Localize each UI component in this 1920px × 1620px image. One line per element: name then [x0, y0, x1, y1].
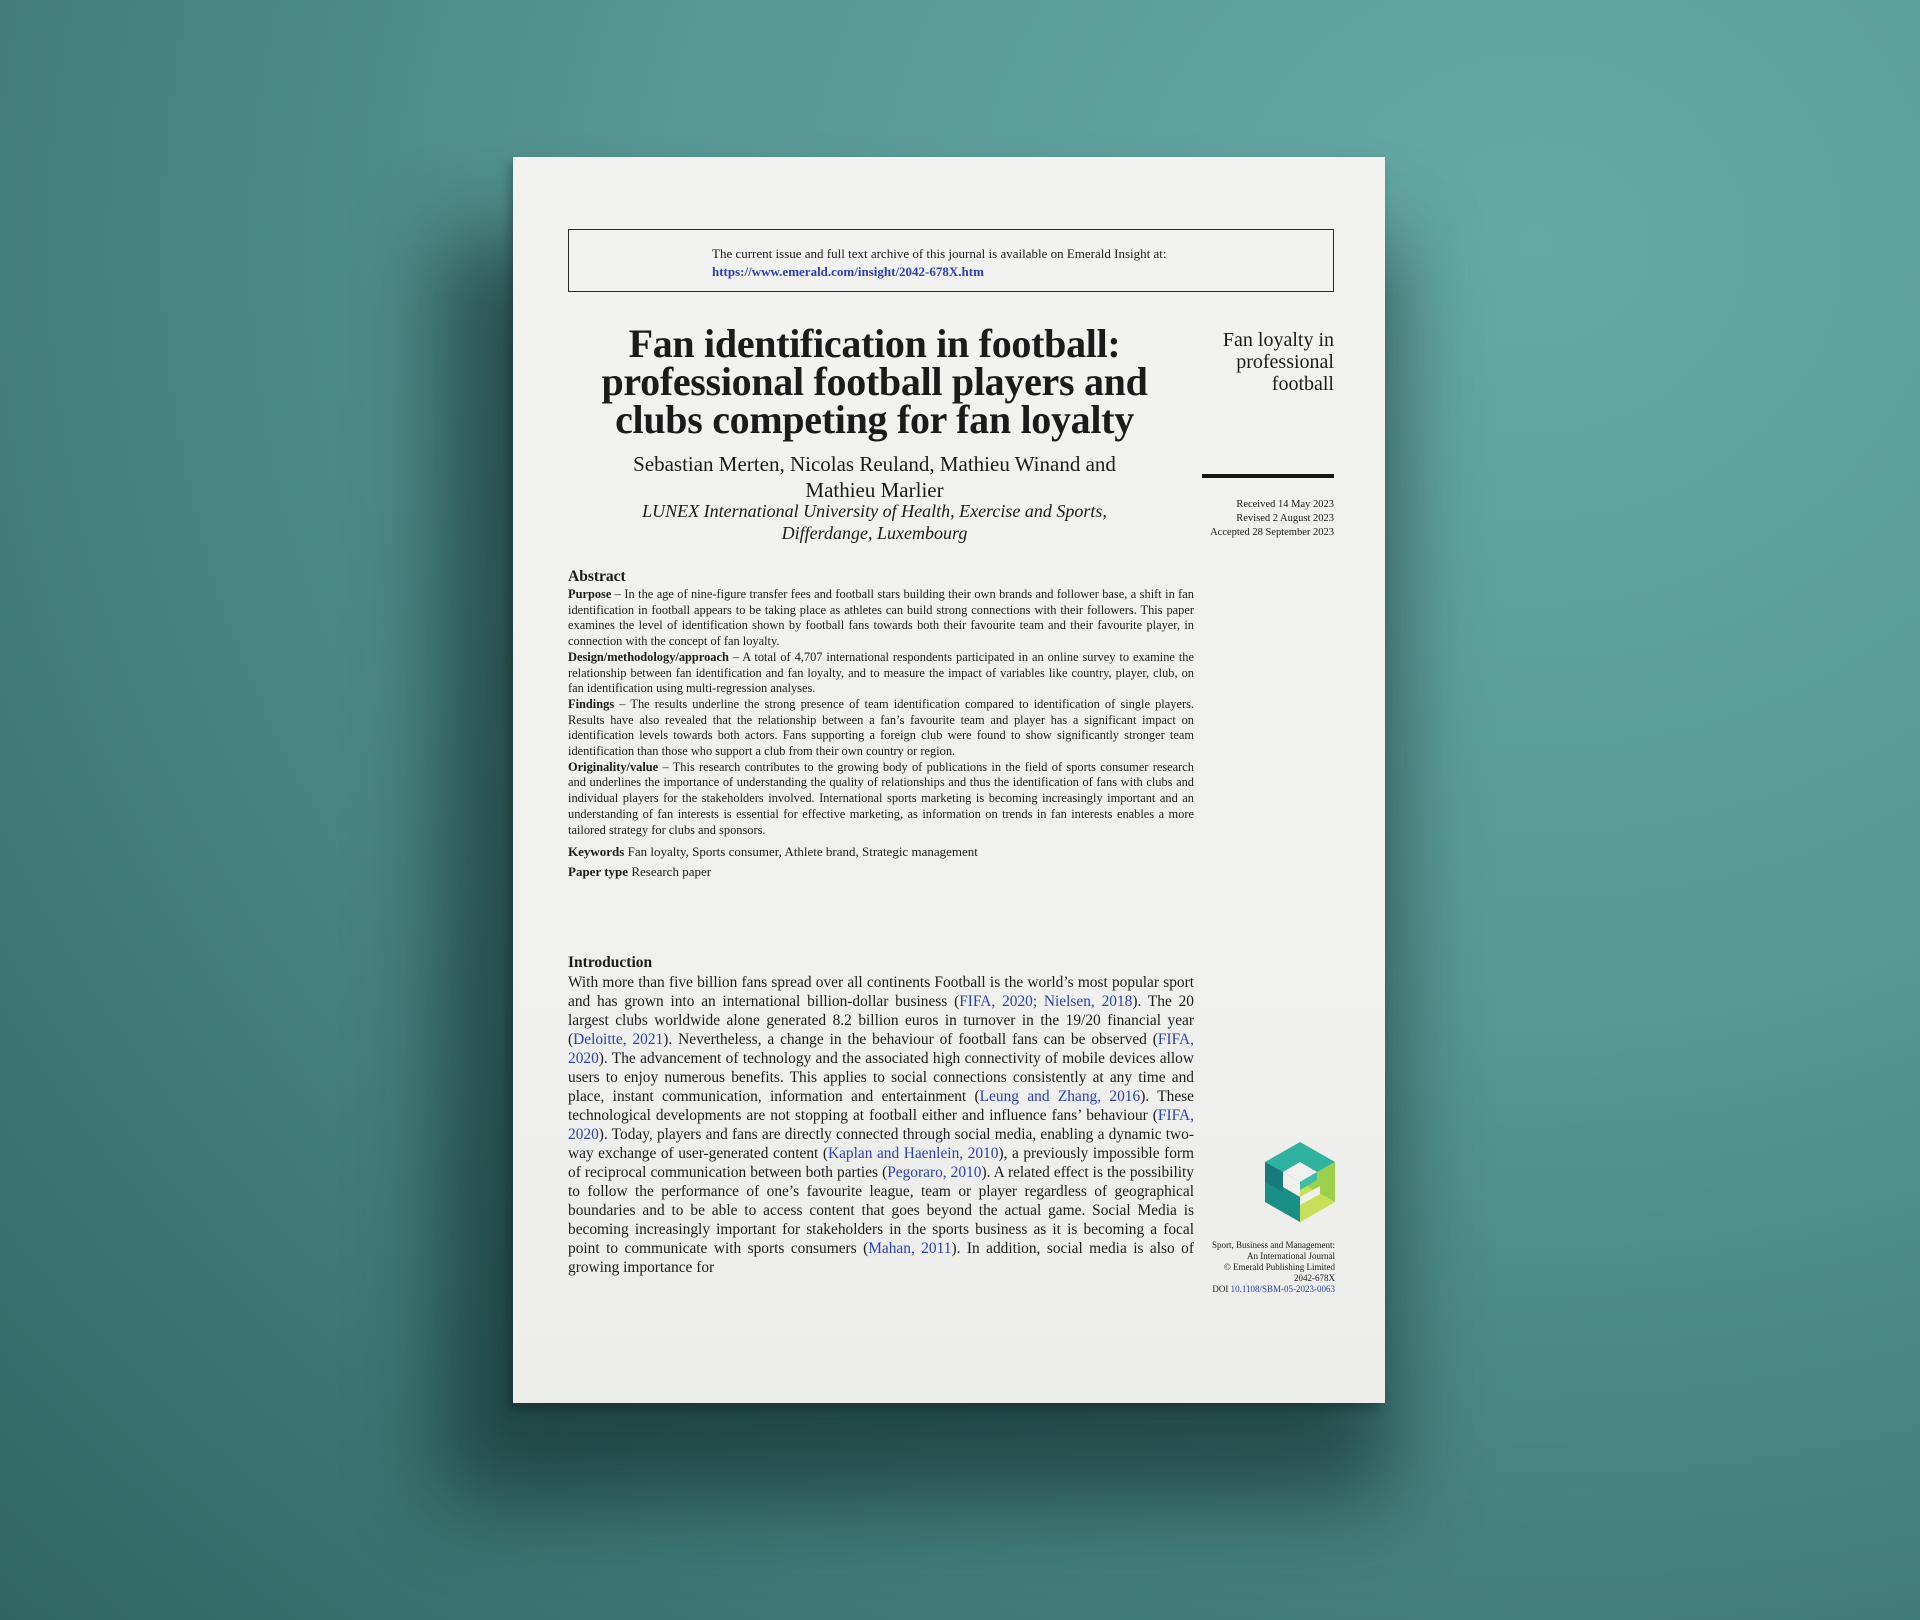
doi-link[interactable]: 10.1108/SBM-05-2023-0063 [1230, 1284, 1335, 1294]
affiliation-line: LUNEX International University of Health, Exercise and Sports, [642, 501, 1107, 521]
title-line: professional football players and [601, 359, 1148, 404]
affiliation [568, 500, 1181, 544]
notice-text: The current issue and full text archive of this journal is available on Emerald Insight at: [712, 246, 1167, 261]
citation-link[interactable]: Kaplan and Haenlein, 2010 [827, 1145, 999, 1162]
journal-url-link[interactable]: https://www.emerald.com/insight/2042-678X.htm [712, 264, 984, 279]
received-date: Received 14 May 2023 [1236, 499, 1334, 510]
imprint-line: © Emerald Publishing Limited [1223, 1262, 1335, 1272]
intro-text: ). Today, players and fans are directly connected through social media, enabling a dynamic two-way exchange of user-generated content ( [568, 1126, 1194, 1162]
purpose-text: – In the age of nine-figure transfer fees and football stars building their own brands and follower base, a shift in fan identification in football appears to be taking place as athletes can build strong connections with their followers. This paper examines the level of identification shown by football fans towards both their favourite team and their favourite player, in connection with the concept of fan loyalty. [568, 587, 1194, 649]
citation-link[interactable]: FIFA, 2020 [568, 1107, 1194, 1143]
running-head [1168, 329, 1334, 395]
intro-text: ). A related effect is the possibility to follow the performance of one’s favourite league, team or player regardless of geographical boundaries and to be able to access content that goes beyond the actual game. Social Media is becoming increasingly important for stakeholders in the sports business as it is becoming a focal point to communicate with sports consumers ( [568, 1164, 1194, 1257]
author-list [568, 451, 1181, 503]
originality-label: Originality/value [568, 759, 659, 774]
findings-text: – The results underline the strong presence of team identification compared to identification of single players. Results have also revealed that the relationship between a fan’s favourite team and player has a significant impact on identification levels towards both actors. Fans supporting a foreign club were found to show significantly stronger team identification than those who support a club from their own country or region. [568, 696, 1194, 759]
intro-text: ), a previously impossible form of reciprocal communication between both parties ( [568, 1145, 1194, 1181]
revised-date: Revised 2 August 2023 [1236, 513, 1334, 524]
author-line: Mathieu Marlier [805, 478, 944, 502]
abstract-section [568, 567, 1194, 882]
accepted-date: Accepted 28 September 2023 [1210, 527, 1334, 538]
citation-link[interactable]: Leung and Zhang, 2016 [979, 1088, 1141, 1105]
emerald-publishing-logo-icon [1265, 1142, 1335, 1222]
paper-type-text: Research paper [628, 864, 712, 880]
affiliation-line: Differdange, Luxembourg [781, 523, 968, 543]
intro-text: ). Nevertheless, a change in the behaviour of football fans can be observed ( [663, 1031, 1158, 1048]
imprint-line: Sport, Business and Management: [1212, 1240, 1335, 1250]
abstract-originality [568, 760, 1194, 839]
running-head-line: professional [1236, 351, 1334, 373]
citation-link[interactable]: Pegoraro, 2010 [887, 1164, 982, 1181]
intro-text: ). In addition, social media is also of growing importance for [568, 1240, 1194, 1276]
paper-type [568, 862, 1194, 882]
running-head-line: Fan loyalty in [1222, 329, 1334, 351]
introduction-section [568, 953, 1194, 1277]
title-line: clubs competing for fan loyalty [615, 397, 1134, 442]
abstract-design [568, 650, 1194, 697]
running-head-line: football [1271, 373, 1334, 395]
citation-link[interactable]: FIFA, 2020 [568, 1031, 1194, 1067]
submission-dates [1168, 498, 1334, 540]
citation-link[interactable]: FIFA, 2020; Nielsen, 2018 [959, 993, 1133, 1010]
citation-link[interactable]: Mahan, 2011 [868, 1240, 952, 1257]
findings-label: Findings [568, 696, 615, 711]
purpose-label: Purpose [568, 587, 612, 601]
originality-text: – This research contributes to the growing body of publications in the field of sports consumer research and underlines the importance of understanding the quality of relationships and thus the identification of fans with clubs and individual players for the stakeholders involved. International sports marketing is becoming increasingly important and an understanding of fan interests is essential for effective marketing, as information on trends in fan interests enables a more tailored strategy for clubs and sponsors. [568, 759, 1194, 837]
keywords-label: Keywords [568, 844, 625, 860]
author-line: Sebastian Merten, Nicolas Reuland, Mathieu Winand and [633, 452, 1116, 476]
running-head-rule [1202, 474, 1334, 478]
intro-text: ). The advancement of technology and the associated high connectivity of mobile devices allow users to enjoy numerous benefits. This applies to social connections consistently at any time and place, instant communication, information and entertainment ( [568, 1050, 1194, 1105]
imprint-line: 2042-678X [1294, 1273, 1335, 1283]
design-label: Design/methodology/approach [568, 649, 729, 664]
journal-imprint [1173, 1240, 1335, 1295]
article-title [568, 321, 1181, 442]
abstract-purpose [568, 587, 1194, 650]
journal-page [513, 157, 1385, 1403]
doi-line [1173, 1284, 1335, 1295]
keywords [568, 842, 1194, 862]
journal-archive-notice [568, 229, 1334, 292]
title-line: Fan identification in football: [628, 321, 1121, 366]
imprint-line: An International Journal [1247, 1251, 1335, 1261]
intro-text: With more than five billion fans spread over all continents Football is the world’s most popular sport and has grown into an international billion-dollar business ( [568, 974, 1194, 1010]
doi-label: DOI [1212, 1284, 1231, 1294]
intro-text: ). The 20 largest clubs worldwide alone generated 8.2 billion euros in turnover in the 19/20 financial year ( [568, 993, 1194, 1048]
keywords-text: Fan loyalty, Sports consumer, Athlete brand, Strategic management [624, 844, 978, 860]
paper-type-label: Paper type [568, 864, 629, 880]
design-text: – A total of 4,707 international respondents participated in an online survey to examine the relationship between fan identification and fan loyalty, and to measure the impact of variables like country, player, club, on fan identification using multi-regression analyses. [568, 649, 1194, 696]
abstract-findings [568, 697, 1194, 760]
introduction-heading: Introduction [568, 954, 653, 971]
intro-text: ). These technological developments are not stopping at football either and influence fans’ behaviour ( [568, 1088, 1194, 1124]
introduction-paragraph [568, 973, 1194, 1277]
abstract-heading: Abstract [568, 568, 626, 585]
citation-link[interactable]: Deloitte, 2021 [573, 1031, 664, 1048]
